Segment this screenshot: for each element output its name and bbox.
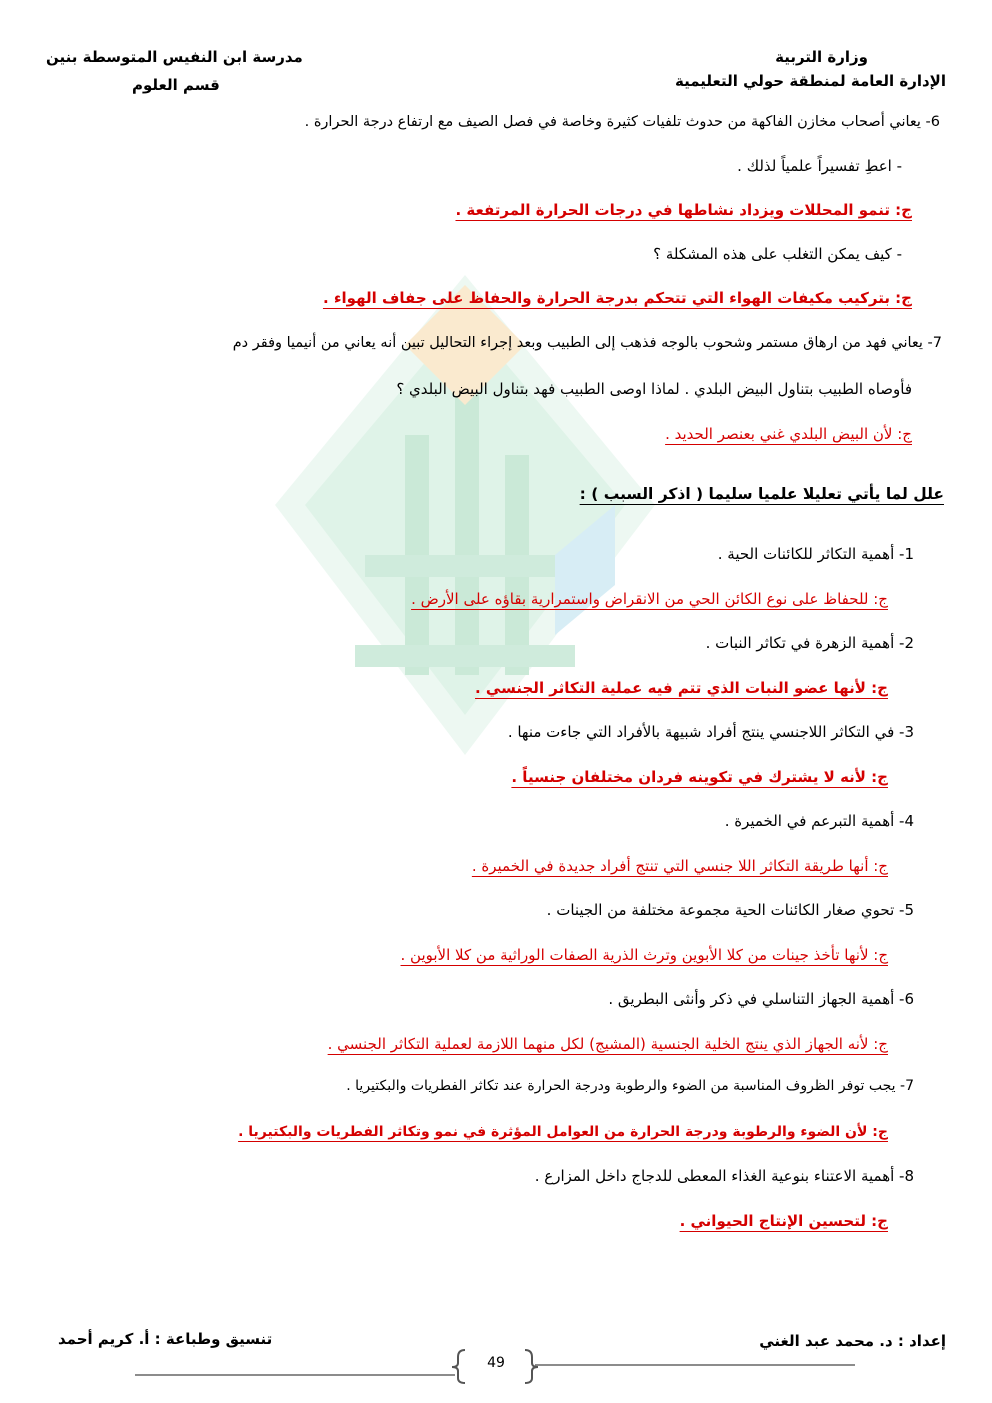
item-4-answer: ج: أنها طريقة التكاثر اللا جنسي التي تنتج أفراد جديدة في الخميرة . xyxy=(471,857,888,875)
question-6-sub-1: - اعطِ تفسيراً علمياً لذلك . xyxy=(737,157,902,175)
answer-6-sub-2: ج: بتركيب مكيفات الهواء التي تتحكم بدرجة الحرارة والحفاظ على جفاف الهواء . xyxy=(322,289,912,307)
item-5-answer: ج: لأنها تأخذ جينات من كلا الأبوين وترث الذرية الصفات الوراثية من كلا الأبوين . xyxy=(400,946,888,964)
question-7-cont: فأوصاه الطبيب بتناول البيض البلدي . لماذا اوصى الطبيب فهد بتناول البيض البلدي ؟ xyxy=(396,380,912,398)
item-7-question: 7- يجب توفر الظروف المناسبة من الضوء والرطوبة ودرجة الحرارة عند تكاثر الفطريات والبكتيريا . xyxy=(346,1078,914,1094)
item-2-answer: ج: لأنها عضو النبات الذي تتم فيه عملية التكاثر الجنسي . xyxy=(475,679,888,697)
item-3-question: 3- في التكاثر اللاجنسي ينتج أفراد شبيهة بالأفراد التي جاءت منها . xyxy=(507,723,914,741)
question-6-sub-2: - كيف يمكن التغلب على هذه المشكلة ؟ xyxy=(653,245,902,263)
item-4-question: 4- أهمية التبرعم في الخميرة . xyxy=(724,812,914,830)
answer-6-sub-1: ج: تنمو المحللات ويزداد نشاطها في درجات الحرارة المرتفعة . xyxy=(455,201,912,219)
watermark-logo xyxy=(255,255,675,775)
item-8-answer: ج: لتحسين الإنتاج الحيواني . xyxy=(679,1212,888,1230)
page-number: 49 xyxy=(487,1355,505,1371)
item-6-question: 6- أهمية الجهاز التناسلي في ذكر وأنثى البطريق . xyxy=(608,990,914,1008)
school-name: مدرسة ابن النفيس المتوسطة بنين xyxy=(46,48,303,66)
ministry-name: وزارة التربية xyxy=(775,48,868,66)
item-1-answer: ج: للحفاظ على نوع الكائن الحي من الانقراض واستمرارية بقاؤه على الأرض . xyxy=(411,590,888,608)
answer-7: ج: لأن البيض البلدي غني بعنصر الحديد . xyxy=(665,425,912,443)
item-8-question: 8- أهمية الاعتناء بنوعية الغذاء المعطى للدجاج داخل المزارع . xyxy=(534,1167,914,1185)
prepared-by: إعداد : د. محمد عبد الغني xyxy=(759,1332,946,1350)
item-7-answer: ج: لأن الضوء والرطوبة ودرجة الحرارة من العوامل المؤثرة في نمو وتكاثر الفطريات والبكتيريا . xyxy=(238,1124,888,1140)
question-7: 7- يعاني فهد من ارهاق مستمر وشحوب بالوجه فذهب إلى الطبيب وبعد إجراء التحاليل تبين أنه يعاني من أنيميا وفقر دم xyxy=(232,335,942,351)
item-1-question: 1- أهمية التكاثر للكائنات الحية . xyxy=(717,545,914,563)
item-5-question: 5- تحوي صغار الكائنات الحية مجموعة مختلفة من الجينات . xyxy=(546,901,914,919)
question-6: 6- يعاني أصحاب مخازن الفاكهة من حدوث تلفيات كثيرة وخاصة في فصل الصيف مع ارتفاع درجة الحرارة . xyxy=(304,114,940,130)
department-name: قسم العلوم xyxy=(132,76,220,94)
item-6-answer: ج: لأنه الجهاز الذي ينتج الخلية الجنسية (المشيج) لكل منهما اللازمة لعملية التكاثر الجنسي . xyxy=(327,1035,888,1053)
directorate-name: الإدارة العامة لمنطقة حولي التعليمية xyxy=(674,72,946,90)
item-3-answer: ج: لأنه لا يشترك في تكوينه فردان مختلفان جنسياً . xyxy=(511,768,888,786)
item-2-question: 2- أهمية الزهرة في تكاثر النبات . xyxy=(705,634,914,652)
section-title: علل لما يأتي تعليلا علميا سليما ( اذكر السبب ) : xyxy=(579,485,944,503)
coordination-credit: تنسيق وطباعة : أ. كريم أحمد xyxy=(58,1330,273,1348)
